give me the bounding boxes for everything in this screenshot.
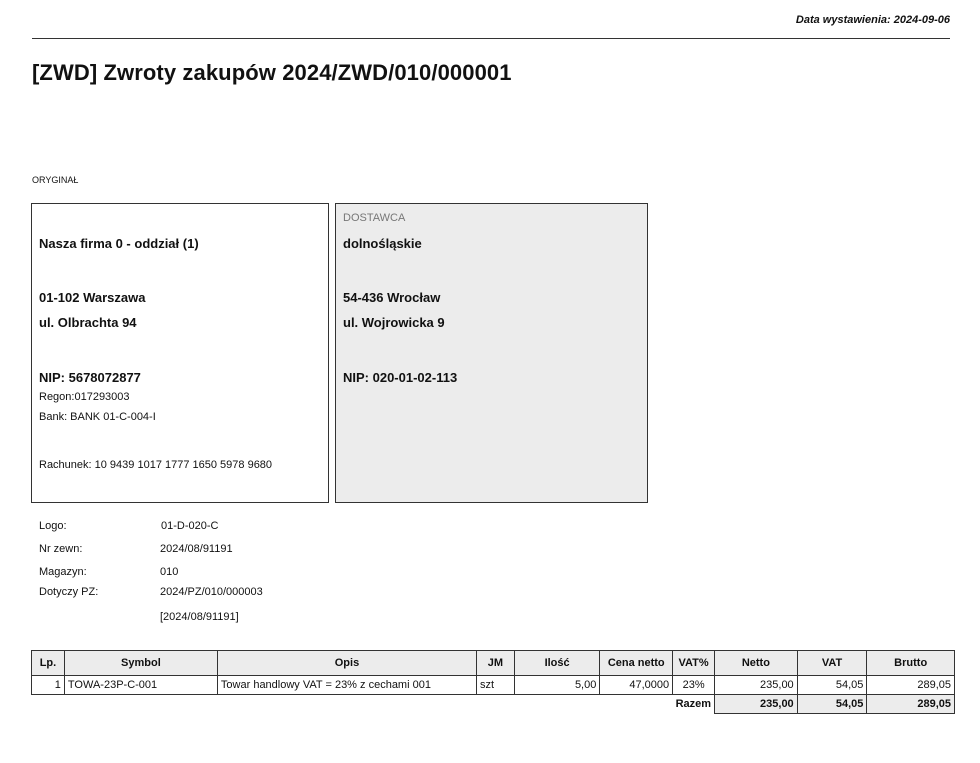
col-header-net-price: Cena netto bbox=[600, 651, 673, 676]
cell-net-price: 47,0000 bbox=[600, 676, 673, 695]
buyer-name: Nasza firma 0 - oddział (1) bbox=[39, 236, 199, 251]
buyer-bank: Bank: BANK 01-C-004-I bbox=[39, 411, 156, 423]
total-net: 235,00 bbox=[715, 695, 798, 714]
warehouse-value: 010 bbox=[160, 566, 179, 578]
supplier-box bbox=[335, 203, 648, 503]
supplier-nip: NIP: 020-01-02-113 bbox=[343, 370, 458, 385]
col-header-quantity: Ilość bbox=[514, 651, 600, 676]
buyer-city: 01-102 Warszawa bbox=[39, 290, 146, 305]
supplier-street: ul. Wojrowicka 9 bbox=[343, 315, 445, 330]
buyer-box bbox=[31, 203, 329, 503]
table-header-row bbox=[32, 651, 955, 676]
total-gross: 289,05 bbox=[867, 695, 955, 714]
supplier-tag: DOSTAWCA bbox=[343, 212, 406, 224]
buyer-street: ul. Olbrachta 94 bbox=[39, 315, 137, 330]
cell-quantity: 5,00 bbox=[514, 676, 600, 695]
cell-vat-rate: 23% bbox=[673, 676, 715, 695]
header-divider bbox=[32, 38, 950, 39]
issue-date: Data wystawienia: 2024-09-06 bbox=[795, 14, 950, 26]
col-header-unit: JM bbox=[477, 651, 515, 676]
totals-row bbox=[32, 695, 955, 714]
col-header-lp: Lp. bbox=[32, 651, 65, 676]
supplier-city: 54-436 Wrocław bbox=[343, 290, 441, 305]
external-number-value: 2024/08/91191 bbox=[160, 543, 233, 555]
cell-symbol: TOWA-23P-C-001 bbox=[64, 676, 217, 695]
buyer-account: Rachunek: 10 9439 1017 1777 1650 5978 9680 bbox=[39, 459, 273, 471]
logo-label: Logo: bbox=[39, 520, 67, 532]
table-row bbox=[32, 676, 955, 695]
related-pz-label: Dotyczy PZ: bbox=[39, 586, 99, 598]
total-vat: 54,05 bbox=[797, 695, 867, 714]
col-header-symbol: Symbol bbox=[64, 651, 217, 676]
buyer-nip: NIP: 5678072877 bbox=[39, 370, 141, 385]
related-pz-value: 2024/PZ/010/000003 bbox=[160, 586, 263, 598]
external-number-label: Nr zewn: bbox=[39, 543, 83, 555]
col-header-vat: VAT bbox=[797, 651, 867, 676]
cell-lp: 1 bbox=[32, 676, 65, 695]
cell-unit: szt bbox=[477, 676, 515, 695]
col-header-description: Opis bbox=[217, 651, 476, 676]
cell-gross: 289,05 bbox=[867, 676, 955, 695]
col-header-net: Netto bbox=[715, 651, 798, 676]
document-title: [ZWD] Zwroty zakupów 2024/ZWD/010/000001 bbox=[32, 60, 512, 85]
col-header-vat-rate: VAT% bbox=[673, 651, 715, 676]
original-label: ORYGINAŁ bbox=[32, 175, 79, 185]
cell-net: 235,00 bbox=[715, 676, 798, 695]
related-pz-extra: [2024/08/91191] bbox=[160, 611, 239, 623]
cell-vat: 54,05 bbox=[797, 676, 867, 695]
cell-description: Towar handlowy VAT = 23% z cechami 001 bbox=[217, 676, 476, 695]
buyer-regon: Regon:017293003 bbox=[39, 391, 130, 403]
warehouse-label: Magazyn: bbox=[39, 566, 87, 578]
logo-value: 01-D-020-C bbox=[161, 520, 219, 532]
supplier-name: dolnośląskie bbox=[343, 236, 422, 251]
col-header-gross: Brutto bbox=[867, 651, 955, 676]
items-table bbox=[31, 650, 955, 714]
totals-label: Razem bbox=[675, 698, 712, 711]
